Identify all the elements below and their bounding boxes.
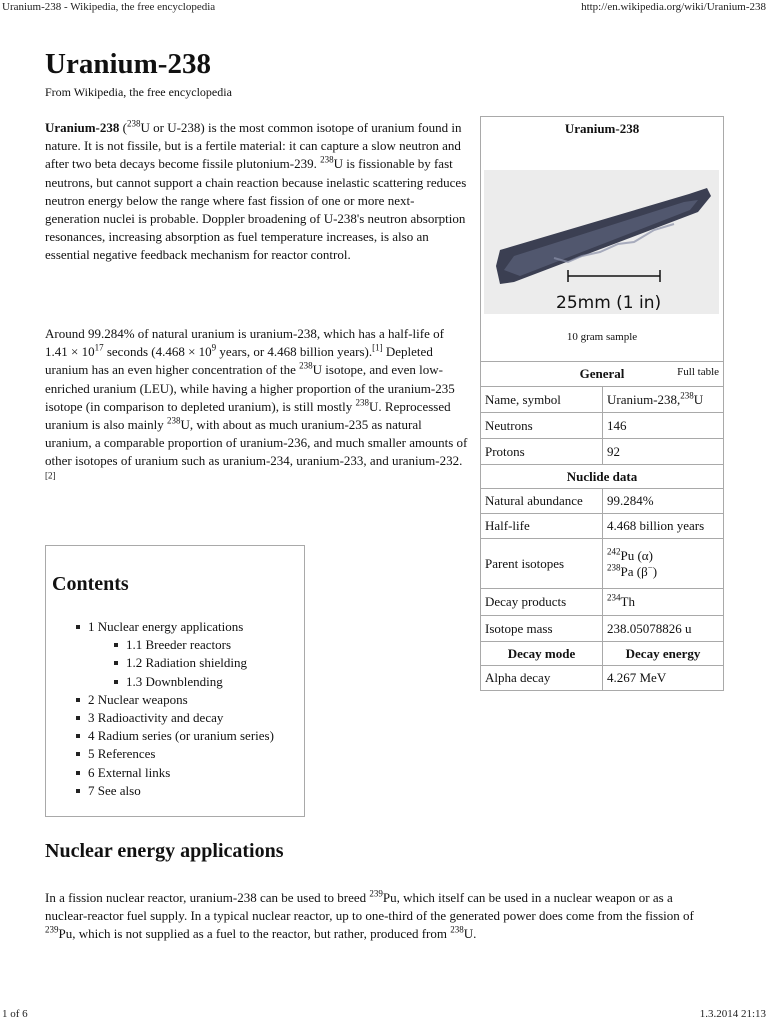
toc-item[interactable]: 5 References — [46, 745, 274, 763]
toc-item[interactable]: 6 External links — [46, 764, 274, 782]
general-header: General — [481, 362, 724, 387]
intro-paragraph-2: Around 99.284% of natural uranium is uranium-238, which has a half-life of $1.41 \times 10^{17}$ seconds ($4.468 \times 10^9$ years, or 4.468 billion years).[1] Depleted uranium has an even higher concentration of the $^{238}$U isotope, and even low-enriched uranium (LEU), while having a higher proportion of the uranium-235 isotope (in comparison to depleted uranium), is still mostly $^{238}$U. Reprocessed uranium is also mainly $^{238}$U, with about as much uranium-235 as natural uranium, a comparable proportion of uranium-236, and much smaller amounts of other isotopes of uranium such as uranium-234, uranium-233, and uranium-232.[2] — [45, 326, 468, 481]
decay-mode-header: Decay mode — [481, 642, 603, 666]
abundance-value: 99.284% — [603, 489, 724, 514]
image-caption: 10 gram sample — [566, 330, 638, 343]
toc-item[interactable]: 3 Radioactivity and decay — [46, 709, 274, 727]
toc-item[interactable]: 1.1 Breeder reactors — [46, 636, 274, 654]
half-life-label: Half-life — [481, 514, 603, 539]
page-title: Uranium-238 — [45, 48, 211, 80]
infobox-title: Uranium-238 — [481, 117, 724, 142]
scale-bar-label: 25mm (1 in) — [556, 292, 662, 313]
half-life-value: 4.468 billion years — [603, 514, 724, 539]
decay-products-label: Decay products — [481, 589, 603, 616]
uranium-sample-image — [484, 170, 719, 314]
toc-item[interactable]: 1.2 Radiation shielding — [46, 654, 274, 672]
toc-item[interactable]: 7 See also — [46, 782, 274, 800]
infobox — [480, 116, 724, 691]
print-header-title: Uranium-238 - Wikipedia, the free encyclopedia — [2, 1, 216, 13]
toc-list — [46, 618, 274, 800]
decay-products-value: $^{234}$Th — [603, 589, 724, 616]
parent-isotopes-value: $^{242}$Pu (α) $^{238}$Pa (β−) — [603, 539, 724, 589]
toc-item[interactable]: 4 Radium series (or uranium series) — [46, 727, 274, 745]
protons-label: Protons — [481, 439, 603, 465]
bold-term: Uranium-238 — [45, 120, 120, 135]
nuclide-data-header: Nuclide data — [481, 465, 724, 489]
print-footer-page: 1 of 6 — [2, 1008, 28, 1020]
page-subtitle: From Wikipedia, the free encyclopedia — [45, 85, 232, 99]
neutrons-label: Neutrons — [481, 413, 603, 439]
contents-title: Contents — [52, 573, 129, 595]
section-paragraph: In a fission nuclear reactor, uranium-238 can be used to breed $^{239}$Pu, which itself can be used in a nuclear weapon or as a nuclear-reactor fuel supply. In a typical nuclear reactor, up to one-third of the generated power does come from the fission of $^{239}$Pu, which is not supplied as a fuel to the reactor, but rather, produced from $^{238}$U. — [45, 888, 694, 942]
isotope-mass-value: 238.05078826 u — [603, 616, 724, 642]
neutrons-value: 146 — [603, 413, 724, 439]
intro-paragraph-1: Uranium-238 ($^{238}$U or U-238) is the most common isotope of uranium found in nature. It is not fissile, but is a fertile material: it can capture a slow neutron and after two beta decays become fissile plutonium-239. $^{238}$U is fissionable by fast neutrons, but cannot support a chain reaction because inelastic scattering reduces neutron energy below the range where fast fission of one or more next-generation nuclei is probable. Doppler broadening of U-238's neutron absorption resonances, increasing absorption as fuel temperature increases, is also an essential negative feedback mechanism for reactor control. — [45, 118, 467, 263]
decay-energy-value: 4.267 MeV — [603, 666, 724, 691]
decay-energy-header: Decay energy — [603, 642, 724, 666]
full-table-link[interactable]: Full table — [677, 365, 720, 378]
reference-link-2[interactable]: [2] — [45, 470, 56, 481]
print-footer-date: 1.3.2014 21:13 — [699, 1008, 766, 1020]
table-of-contents — [45, 545, 305, 817]
toc-item[interactable]: 1 Nuclear energy applications — [46, 618, 274, 636]
isotope-mass-label: Isotope mass — [481, 616, 603, 642]
reference-link-1[interactable]: [1] — [372, 342, 383, 353]
parent-isotopes-label: Parent isotopes — [481, 539, 603, 589]
section-heading-nuclear-energy: Nuclear energy applications — [45, 840, 284, 862]
toc-item[interactable]: 1.3 Downblending — [46, 673, 274, 691]
name-symbol-label: Name, symbol — [481, 387, 603, 413]
protons-value: 92 — [603, 439, 724, 465]
toc-item[interactable]: 2 Nuclear weapons — [46, 691, 274, 709]
name-symbol-value: Uranium-238,$^{238}$U — [603, 387, 724, 413]
abundance-label: Natural abundance — [481, 489, 603, 514]
print-header-url: http://en.wikipedia.org/wiki/Uranium-238 — [581, 1, 766, 13]
decay-mode-value: Alpha decay — [481, 666, 603, 691]
